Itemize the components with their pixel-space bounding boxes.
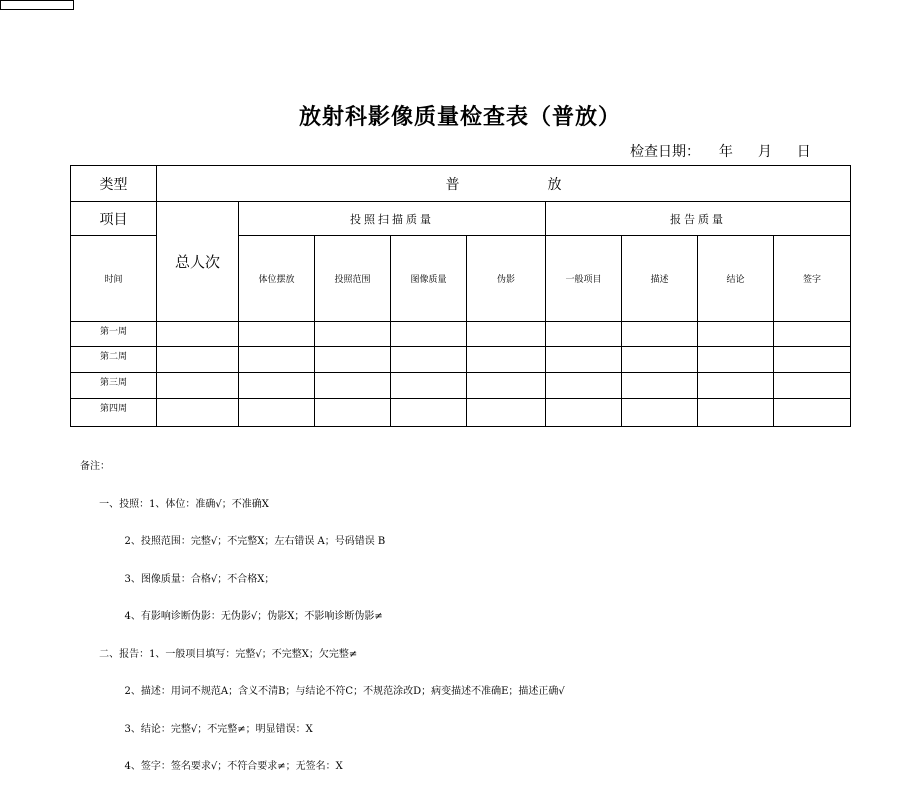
note-line: 二、报告：1、一般项目填写：完整√；不完整X；欠完整≠	[80, 648, 358, 660]
table-row	[71, 373, 851, 399]
type-value-cell	[157, 166, 851, 202]
data-cell[interactable]	[315, 373, 391, 399]
data-cell[interactable]	[157, 373, 239, 399]
inspection-date	[630, 141, 811, 161]
column-header: 结论	[698, 236, 774, 322]
date-label: 检查日期：	[630, 144, 700, 160]
date-day: 日	[796, 144, 811, 160]
data-cell[interactable]	[315, 347, 391, 373]
notes-section	[80, 436, 565, 786]
data-cell[interactable]	[622, 373, 698, 399]
column-header: 体位摆放	[239, 236, 315, 322]
page-title: 放射科影像质量检查表（普放）	[298, 104, 621, 130]
note-line: 4、签字：签名要求√；不符合要求≠；无签名：X	[80, 761, 343, 772]
data-cell[interactable]	[774, 373, 851, 399]
date-month: 月	[757, 144, 772, 160]
notes-heading: 备注：	[80, 461, 110, 472]
quality-check-table	[70, 165, 851, 427]
data-cell[interactable]	[698, 322, 774, 347]
data-cell[interactable]	[157, 322, 239, 347]
note-line: 3、结论：完整√；不完整≠；明显错误：X	[80, 723, 313, 735]
data-cell[interactable]	[622, 322, 698, 347]
note-line: 2、投照范围：完整√；不完整X；左右错误 A；号码错误 B	[80, 536, 386, 547]
time-label-cell: 时间	[71, 236, 157, 322]
week-label: 第二周	[71, 347, 157, 373]
group-header-imaging: 投照扫描质量	[239, 202, 546, 236]
cell-selector-box	[0, 0, 74, 10]
data-cell[interactable]	[467, 347, 546, 373]
note-line: 4、有影响诊断伪影：无伪影√；伪影X；不影响诊断伪影≠	[80, 611, 383, 622]
data-cell[interactable]	[315, 322, 391, 347]
data-cell[interactable]	[391, 347, 467, 373]
data-cell[interactable]	[698, 373, 774, 399]
note-line: 2、描述：用词不规范A；含义不清B；与结论不符C；不规范涂改D；病变描述不准确E；描述正确√	[80, 686, 565, 697]
data-cell[interactable]	[774, 322, 851, 347]
data-cell[interactable]	[774, 399, 851, 427]
data-cell[interactable]	[467, 373, 546, 399]
data-cell[interactable]	[467, 322, 546, 347]
data-cell[interactable]	[698, 347, 774, 373]
type-value-1: 普	[445, 176, 460, 193]
type-value-2: 放	[547, 176, 562, 193]
column-header: 一般项目	[546, 236, 622, 322]
data-cell[interactable]	[774, 347, 851, 373]
data-cell[interactable]	[315, 399, 391, 427]
note-line: 一、投照：1、体位：准确√；不准确X	[80, 498, 269, 510]
table-row	[71, 347, 851, 373]
column-header: 图像质量	[391, 236, 467, 322]
note-line: 3、图像质量：合格√；不合格X；	[80, 573, 275, 585]
item-label-cell: 项目	[71, 202, 157, 236]
data-cell[interactable]	[391, 322, 467, 347]
data-cell[interactable]	[239, 399, 315, 427]
column-header: 描述	[622, 236, 698, 322]
column-header: 伪影	[467, 236, 546, 322]
data-cell[interactable]	[546, 399, 622, 427]
data-cell[interactable]	[622, 347, 698, 373]
data-cell[interactable]	[157, 399, 239, 427]
data-cell[interactable]	[698, 399, 774, 427]
week-label: 第三周	[71, 373, 157, 399]
column-header: 投照范围	[315, 236, 391, 322]
data-cell[interactable]	[546, 322, 622, 347]
table-row	[71, 322, 851, 347]
data-cell[interactable]	[391, 373, 467, 399]
data-cell[interactable]	[157, 347, 239, 373]
total-count-header: 总人次	[157, 202, 239, 322]
data-cell[interactable]	[391, 399, 467, 427]
week-label: 第四周	[71, 399, 157, 427]
data-cell[interactable]	[546, 347, 622, 373]
data-cell[interactable]	[239, 347, 315, 373]
date-year: 年	[718, 144, 733, 160]
data-cell[interactable]	[622, 399, 698, 427]
data-cell[interactable]	[239, 322, 315, 347]
week-label: 第一周	[71, 322, 157, 347]
group-header-report: 报告质量	[546, 202, 851, 236]
data-cell[interactable]	[467, 399, 546, 427]
data-cell[interactable]	[546, 373, 622, 399]
table-row	[71, 399, 851, 427]
data-cell[interactable]	[239, 373, 315, 399]
column-header: 签字	[774, 236, 851, 322]
type-label-cell: 类型	[71, 166, 157, 202]
